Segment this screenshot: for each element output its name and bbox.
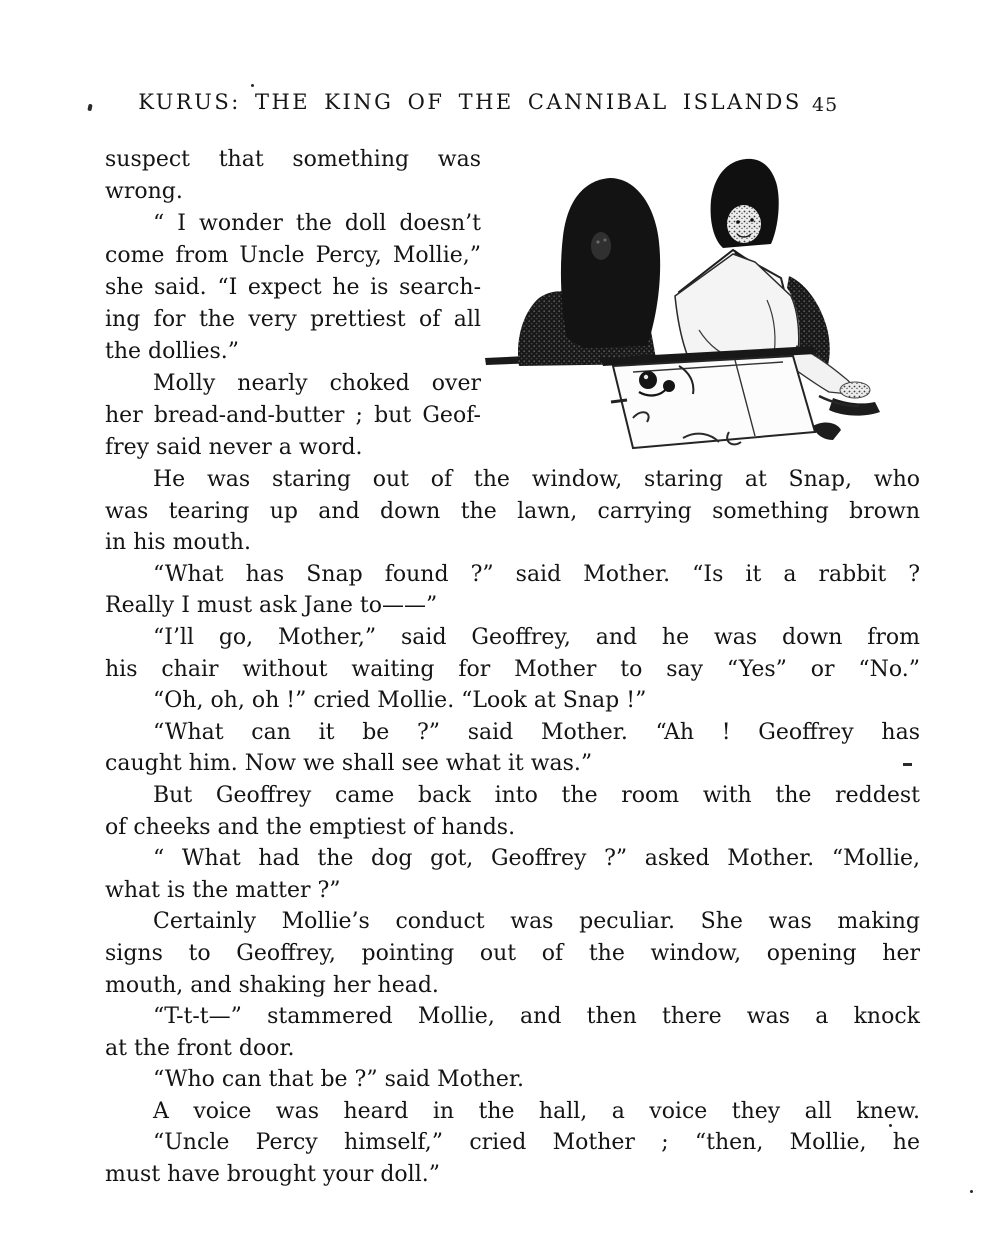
text-line: signs to Geoffrey, pointing out of the window, opening her (105, 940, 920, 966)
wide-text-column (105, 464, 920, 1191)
text-line: frey said never a word. (105, 435, 363, 460)
illustration-svg (483, 150, 883, 454)
text-line: wrong. (105, 179, 183, 204)
text-line: A voice was heard in the hall, a voice they all knew. (153, 1098, 920, 1124)
text-line: must have brought your doll.” (105, 1162, 440, 1188)
children-doll-illustration (483, 150, 883, 454)
scan-speck (903, 763, 912, 766)
text-line: He was staring out of the window, staring at Snap, who (153, 467, 920, 492)
text-line: “ What had the dog got, Geoffrey ?” asked Mother. “Mollie, (153, 846, 920, 872)
scan-speck (889, 1124, 892, 1127)
text-line: his chair without waiting for Mother to say “Yes” or “No.” (105, 656, 920, 682)
text-line: mouth, and shaking her head. (105, 972, 439, 998)
text-line: ing for the very prettiest of all (105, 307, 481, 332)
text-line: caught him. Now we shall see what it was.” (105, 751, 593, 777)
running-title: KURUS: THE KING OF THE CANNIBAL ISLANDS (138, 90, 802, 114)
text-line: her bread-and-butter ; but Geof- (105, 403, 481, 428)
page-number: 45 (812, 94, 839, 116)
text-line: of cheeks and the emptiest of hands. (105, 814, 516, 840)
text-line: what is the matter ?” (105, 877, 341, 903)
text-line: come from Uncle Percy, Mollie,” (105, 243, 481, 268)
text-line: the dollies.” (105, 339, 240, 364)
text-line: “Oh, oh, oh !” cried Mollie. “Look at Snap !” (153, 688, 647, 714)
text-line: “What has Snap found ?” said Mother. “Is it a rabbit ? (153, 561, 920, 587)
scan-speck (87, 104, 92, 112)
scan-speck (251, 84, 254, 87)
text-line: suspect that something was (105, 147, 481, 172)
text-line: But Geoffrey came back into the room with the reddest (153, 782, 920, 808)
text-line: Molly nearly choked over (153, 371, 481, 396)
text-line: “What can it be ?” said Mother. “Ah ! Geoffrey has (153, 719, 920, 745)
text-line: “Uncle Percy himself,” cried Mother ; “then, Mollie, he (153, 1130, 920, 1156)
text-line: “ I wonder the doll doesn’t (153, 211, 481, 236)
text-line: “Who can that be ?” said Mother. (153, 1067, 524, 1093)
text-line: Certainly Mollie’s conduct was peculiar. She was making (153, 909, 920, 935)
text-line: was tearing up and down the lawn, carrying something brown (105, 498, 920, 524)
scan-speck (970, 1190, 973, 1193)
narrow-text-column (105, 144, 481, 464)
text-line: Really I must ask Jane to——” (105, 593, 438, 619)
text-line: in his mouth. (105, 530, 251, 556)
text-line: “T-t-t—” stammered Mollie, and then there was a knock (153, 1004, 920, 1030)
text-line: she said. “I expect he is search- (105, 275, 481, 300)
text-line: at the front door. (105, 1035, 295, 1061)
text-line: “I’ll go, Mother,” said Geoffrey, and he was down from (153, 624, 920, 650)
